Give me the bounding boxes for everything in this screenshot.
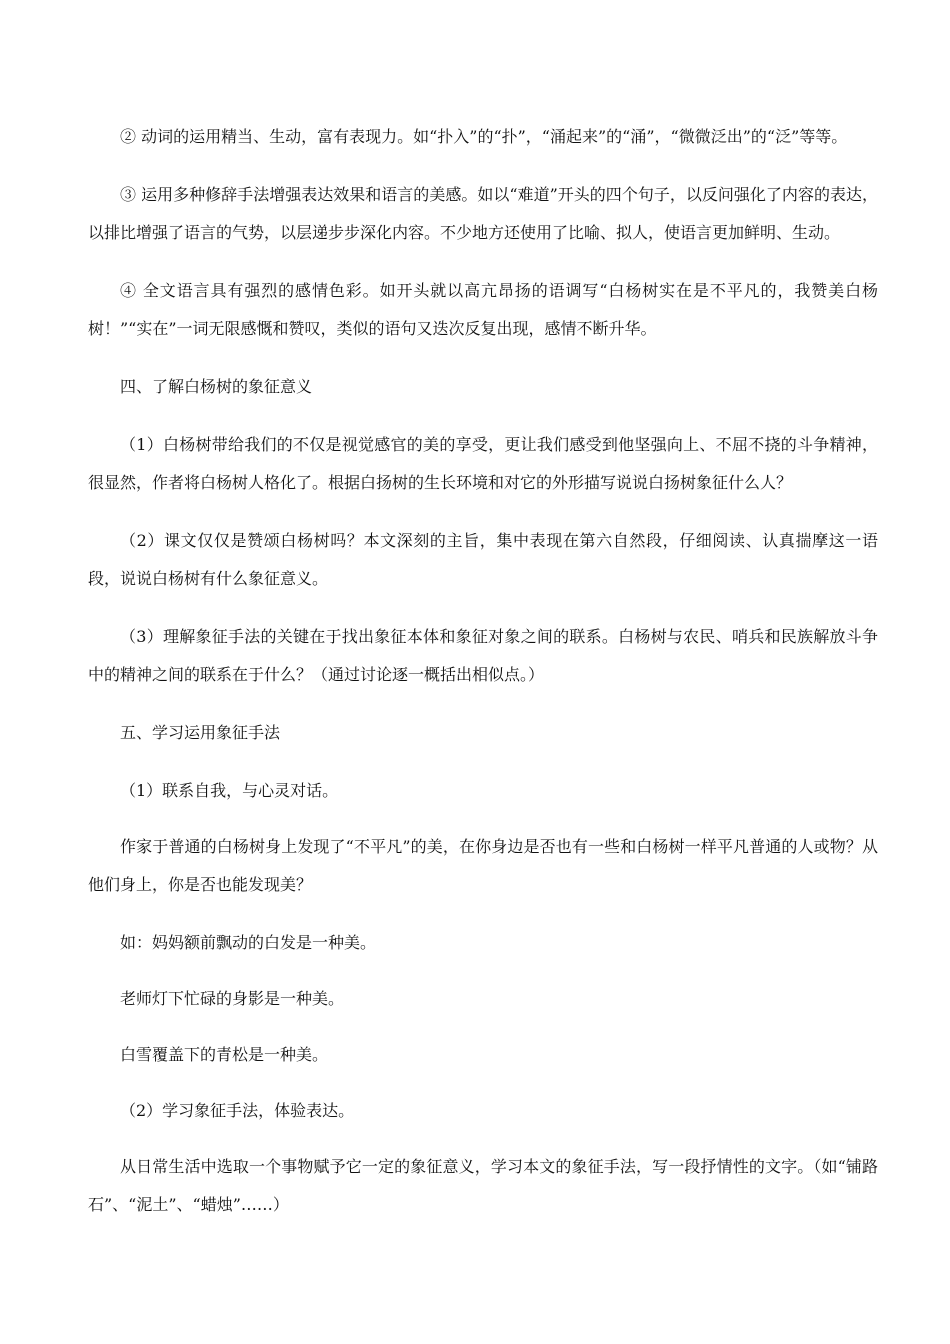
section-heading-symbolism: 四、了解白杨树的象征意义 [120, 377, 313, 396]
paragraph-writing-task: 从日常生活中选取一个事物赋予它一定的象征意义，学习本文的象征手法，写一段抒情性的文字。（如“铺路石”、“泥土”、“蜡烛”……） [88, 1157, 878, 1214]
paragraph-practice-1: （1）联系自我，与心灵对话。 [120, 781, 339, 800]
paragraph-discover-beauty: 作家于普通的白杨树身上发现了“不平凡”的美，在你身边是否也有一些和白杨树一样平凡普通的人或物？从他们身上，你是否也能发现美？ [88, 837, 878, 894]
example-line-1: 如：妈妈额前飘动的白发是一种美。 [120, 933, 377, 952]
paragraph-emotion: ④ 全文语言具有强烈的感情色彩。如开头就以高亢昂扬的语调写“白杨树实在是不平凡的，我赞美白杨树！”“实在”一词无限感慨和赞叹，类似的语句又迭次反复出现，感情不断升华。 [88, 281, 878, 338]
paragraph-question-1: （1）白杨树带给我们的不仅是视觉感官的美的享受，更让我们感受到他坚强向上、不屈不挠的斗争精神，很显然，作者将白杨树人格化了。根据白扬树的生长环境和对它的外形描写说说白扬树象征什么人？ [88, 435, 878, 492]
document-body [88, 118, 878, 1244]
paragraph-rhetoric: ③ 运用多种修辞手法增强表达效果和语言的美感。如以“难道”开头的四个句子，以反问强化了内容的表达，以排比增强了语言的气势，以层递步步深化内容。不少地方还使用了比喻、拟人，使语言更加鲜明、生动。 [88, 185, 878, 242]
paragraph-question-3: （3）理解象征手法的关键在于找出象征本体和象征对象之间的联系。白杨树与农民、哨兵和民族解放斗争中的精神之间的联系在于什么？（通过讨论逐一概括出相似点。） [88, 627, 878, 684]
section-heading-practice: 五、学习运用象征手法 [120, 723, 281, 742]
paragraph-question-2: （2）课文仅仅是赞颂白杨树吗？本文深刻的主旨，集中表现在第六自然段，仔细阅读、认真揣摩这一语段，说说白杨树有什么象征意义。 [88, 531, 878, 588]
paragraph-verb-usage: ② 动词的运用精当、生动，富有表现力。如“扑入”的“扑”，“涌起来”的“涌”，“微微泛出”的“泛”等等。 [120, 127, 848, 146]
example-line-3: 白雪覆盖下的青松是一种美。 [120, 1045, 329, 1064]
example-line-2: 老师灯下忙碌的身影是一种美。 [120, 989, 345, 1008]
paragraph-practice-2: （2）学习象征手法，体验表达。 [120, 1101, 355, 1120]
